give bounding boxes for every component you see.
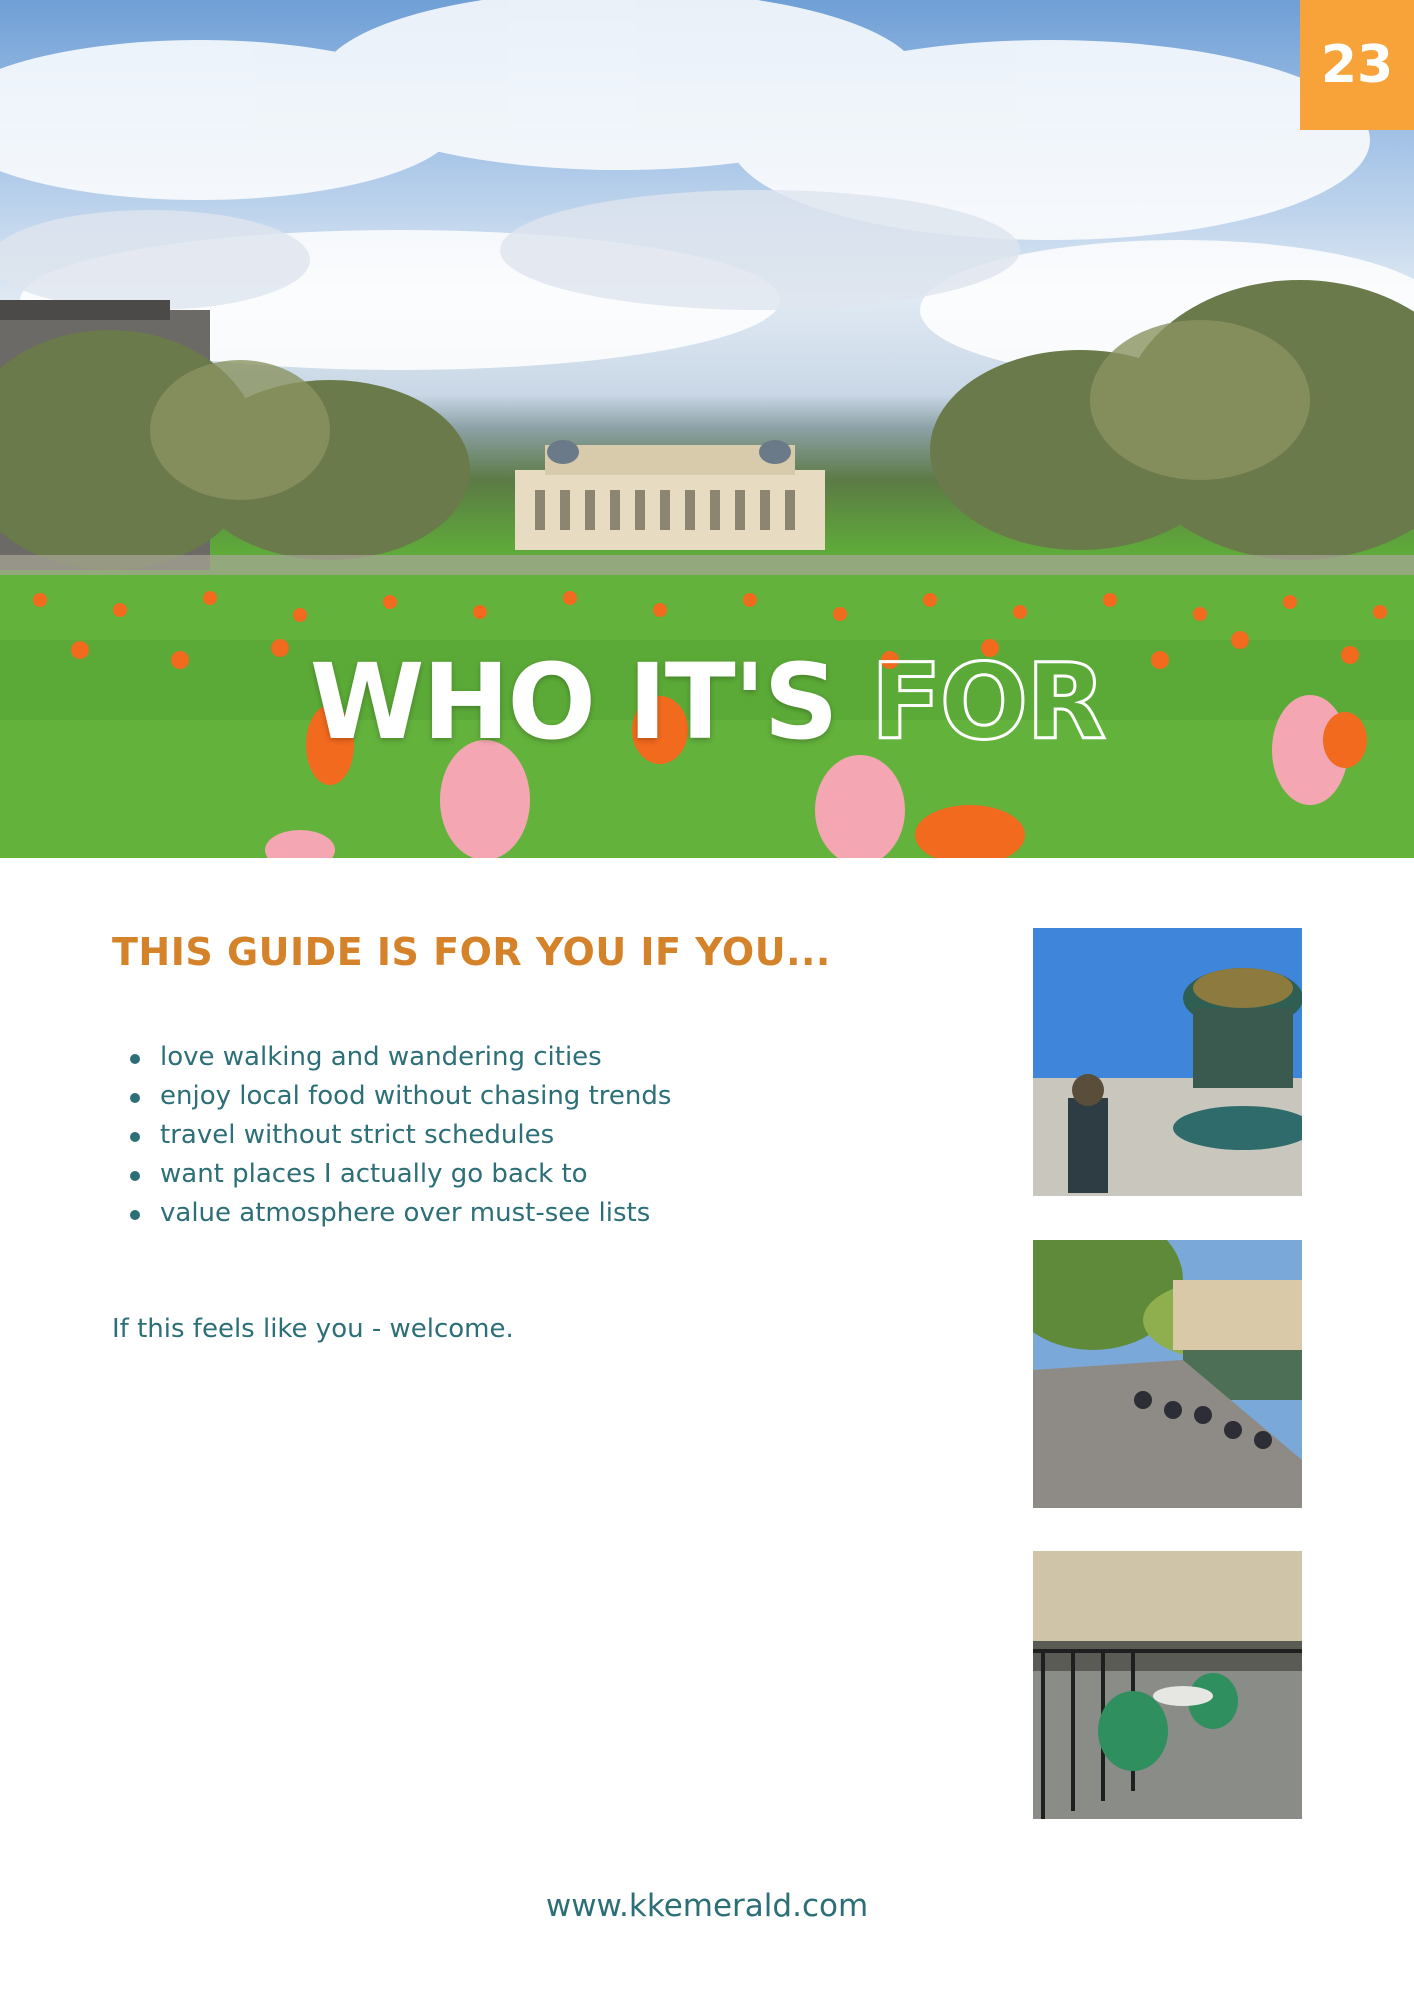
list-item: love walking and wandering cities — [126, 1038, 671, 1077]
list-item: want places I actually go back to — [126, 1155, 671, 1194]
closing-text: If this feels like you - welcome. — [112, 1314, 514, 1344]
list-item: enjoy local food without chasing trends — [126, 1077, 671, 1116]
hero-photo-garden — [0, 0, 1414, 858]
audience-list — [126, 1038, 671, 1233]
photo-cafe — [1033, 1551, 1302, 1819]
footer-website-link[interactable]: www.kkemerald.com — [545, 1888, 869, 1924]
photo-fountain — [1033, 928, 1302, 1196]
hero-title-solid: WHO IT'S — [309, 641, 837, 763]
list-item: value atmosphere over must-see lists — [126, 1194, 671, 1233]
hero-title-outline: FOR — [870, 641, 1105, 763]
page-number-badge: 23 — [1300, 0, 1414, 130]
hero-title — [0, 641, 1414, 763]
section-heading: THIS GUIDE IS FOR YOU IF YOU... — [112, 930, 831, 974]
photo-canal — [1033, 1240, 1302, 1508]
list-item: travel without strict schedules — [126, 1116, 671, 1155]
